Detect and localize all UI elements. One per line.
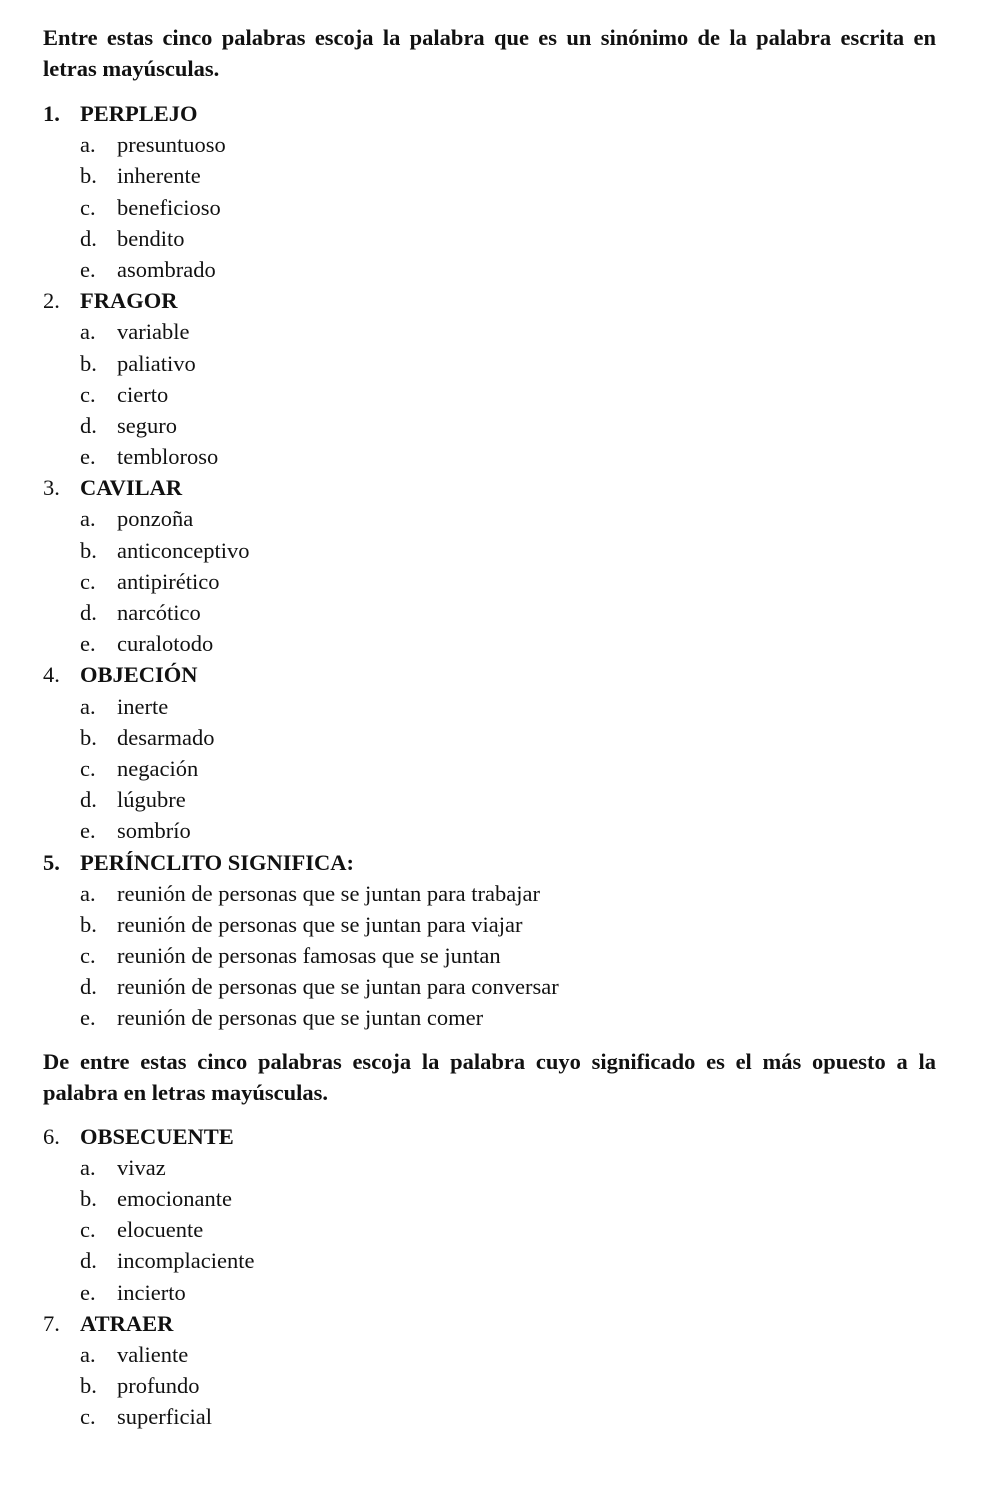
option-letter: c. xyxy=(80,1217,96,1243)
option-letter: c. xyxy=(80,194,96,220)
question-number: 3. xyxy=(43,475,60,501)
question-6 xyxy=(43,1121,936,1308)
option-item[interactable] xyxy=(80,441,936,472)
option-letter: d. xyxy=(80,1248,97,1274)
option-text: elocuente xyxy=(117,1217,204,1243)
option-item[interactable] xyxy=(80,909,936,940)
option-letter: e. xyxy=(80,444,96,470)
option-text: vivaz xyxy=(117,1154,166,1180)
option-letter: a. xyxy=(80,1341,96,1367)
option-text: beneficioso xyxy=(117,194,221,220)
question-word: OBSECUENTE xyxy=(80,1123,234,1149)
option-item[interactable] xyxy=(80,1339,936,1370)
option-item[interactable] xyxy=(80,379,936,410)
option-letter: c. xyxy=(80,568,96,594)
question-7 xyxy=(43,1308,936,1433)
option-item[interactable] xyxy=(80,1370,936,1401)
option-text: variable xyxy=(117,319,190,345)
question-header xyxy=(43,98,936,129)
option-item[interactable] xyxy=(80,722,936,753)
option-item[interactable] xyxy=(80,348,936,379)
option-item[interactable] xyxy=(80,503,936,534)
option-item[interactable] xyxy=(80,129,936,160)
option-text: asombrado xyxy=(117,256,216,282)
option-text: reunión de personas famosas que se juntan xyxy=(117,943,501,969)
option-text: emocionante xyxy=(117,1186,232,1211)
question-5 xyxy=(43,847,936,1034)
question-header xyxy=(43,285,936,316)
option-item[interactable] xyxy=(80,1245,936,1276)
options-list xyxy=(43,1152,936,1308)
options-list xyxy=(43,691,936,847)
option-item[interactable] xyxy=(80,254,936,285)
option-item[interactable] xyxy=(80,628,936,659)
option-text: incierto xyxy=(117,1279,186,1305)
option-letter: a. xyxy=(80,319,96,345)
synonyms-instruction: Entre estas cinco palabras escoja la palabra que es un sinónimo de la palabra escrita en letras mayúsculas. xyxy=(43,25,936,81)
option-letter: b. xyxy=(80,537,97,563)
question-4 xyxy=(43,659,936,846)
options-list xyxy=(43,129,936,285)
option-text: profundo xyxy=(117,1373,200,1399)
option-item[interactable] xyxy=(80,784,936,815)
option-letter: b. xyxy=(80,1373,97,1399)
question-header xyxy=(43,1121,936,1152)
option-text: valiente xyxy=(117,1341,189,1367)
option-letter: c. xyxy=(80,381,96,407)
option-item[interactable] xyxy=(80,566,936,597)
question-number: 1. xyxy=(43,101,60,126)
question-word: CAVILAR xyxy=(80,475,183,501)
question-word: ATRAER xyxy=(80,1310,174,1336)
options-list xyxy=(43,1339,936,1433)
option-letter: e. xyxy=(80,631,96,657)
question-header xyxy=(43,847,936,878)
question-header xyxy=(43,472,936,503)
option-text: reunión de personas que se juntan para conversar xyxy=(117,974,559,1000)
option-text: reunión de personas que se juntan comer xyxy=(117,1005,484,1031)
option-item[interactable] xyxy=(80,691,936,722)
option-letter: b. xyxy=(80,350,97,376)
option-letter: b. xyxy=(80,911,97,937)
option-letter: a. xyxy=(80,880,96,906)
option-letter: a. xyxy=(80,693,96,719)
option-item[interactable] xyxy=(80,223,936,254)
option-text: lúgubre xyxy=(117,787,186,813)
option-letter: a. xyxy=(80,1154,96,1180)
option-item[interactable] xyxy=(80,971,936,1002)
option-item[interactable] xyxy=(80,1214,936,1245)
options-list xyxy=(43,878,936,1034)
option-item[interactable] xyxy=(80,1183,936,1214)
question-word: FRAGOR xyxy=(80,288,178,314)
question-header xyxy=(43,659,936,690)
question-1 xyxy=(43,98,936,285)
options-list xyxy=(43,316,936,472)
option-item[interactable] xyxy=(80,160,936,191)
question-word: PERPLEJO xyxy=(80,101,198,126)
question-number: 6. xyxy=(43,1123,60,1149)
option-item[interactable] xyxy=(80,1002,936,1033)
option-item[interactable] xyxy=(80,597,936,628)
option-item[interactable] xyxy=(80,1401,936,1432)
question-word: OBJECIÓN xyxy=(80,662,198,688)
option-item[interactable] xyxy=(80,316,936,347)
question-number: 5. xyxy=(43,849,60,875)
option-text: seguro xyxy=(117,412,177,438)
option-item[interactable] xyxy=(80,535,936,566)
option-text: tembloroso xyxy=(117,444,219,470)
option-text: paliativo xyxy=(117,350,196,376)
option-text: reunión de personas que se juntan para trabajar xyxy=(117,880,540,906)
option-letter: c. xyxy=(80,755,96,781)
option-letter: e. xyxy=(80,256,96,282)
question-2 xyxy=(43,285,936,472)
option-item[interactable] xyxy=(80,940,936,971)
option-item[interactable] xyxy=(80,815,936,846)
document-page xyxy=(43,22,936,1433)
antonyms-instruction: De entre estas cinco palabras escoja la palabra cuyo significado es el más opuesto a la palabra en letras mayúsculas. xyxy=(43,1048,936,1105)
option-text: inerte xyxy=(117,693,169,719)
question-number: 2. xyxy=(43,288,60,314)
option-item[interactable] xyxy=(80,410,936,441)
option-text: incomplaciente xyxy=(117,1248,255,1274)
option-item[interactable] xyxy=(80,1152,936,1183)
option-text: negación xyxy=(117,755,199,781)
option-text: superficial xyxy=(117,1404,212,1430)
option-letter: d. xyxy=(80,974,97,1000)
question-3 xyxy=(43,472,936,659)
option-text: desarmado xyxy=(117,724,215,750)
option-text: anticonceptivo xyxy=(117,537,250,563)
option-letter: e. xyxy=(80,1005,96,1031)
option-text: antipirético xyxy=(117,568,220,594)
question-word: PERÍNCLITO SIGNIFICA: xyxy=(80,849,355,875)
option-text: sombrío xyxy=(117,818,191,844)
option-text: inherente xyxy=(117,163,201,189)
question-number: 7. xyxy=(43,1310,60,1336)
option-letter: d. xyxy=(80,600,97,625)
option-item[interactable] xyxy=(80,753,936,784)
option-letter: a. xyxy=(80,506,96,532)
question-number: 4. xyxy=(43,662,60,688)
question-header xyxy=(43,1308,936,1339)
option-text: presuntuoso xyxy=(117,132,226,158)
option-text: bendito xyxy=(117,225,185,251)
option-letter: d. xyxy=(80,412,97,438)
option-letter: b. xyxy=(80,163,97,189)
option-text: ponzoña xyxy=(117,506,194,532)
options-list xyxy=(43,503,936,659)
option-item[interactable] xyxy=(80,1277,936,1308)
option-item[interactable] xyxy=(80,878,936,909)
option-letter: d. xyxy=(80,787,97,813)
option-text: cierto xyxy=(117,381,169,407)
option-letter: b. xyxy=(80,1186,97,1211)
option-letter: e. xyxy=(80,818,96,844)
option-item[interactable] xyxy=(80,192,936,223)
option-letter: c. xyxy=(80,943,96,969)
option-text: narcótico xyxy=(117,600,201,625)
option-letter: c. xyxy=(80,1404,96,1430)
option-text: curalotodo xyxy=(117,631,214,657)
option-letter: a. xyxy=(80,132,96,158)
option-letter: b. xyxy=(80,724,97,750)
option-letter: d. xyxy=(80,225,97,251)
option-letter: e. xyxy=(80,1279,96,1305)
option-text: reunión de personas que se juntan para viajar xyxy=(117,911,523,937)
